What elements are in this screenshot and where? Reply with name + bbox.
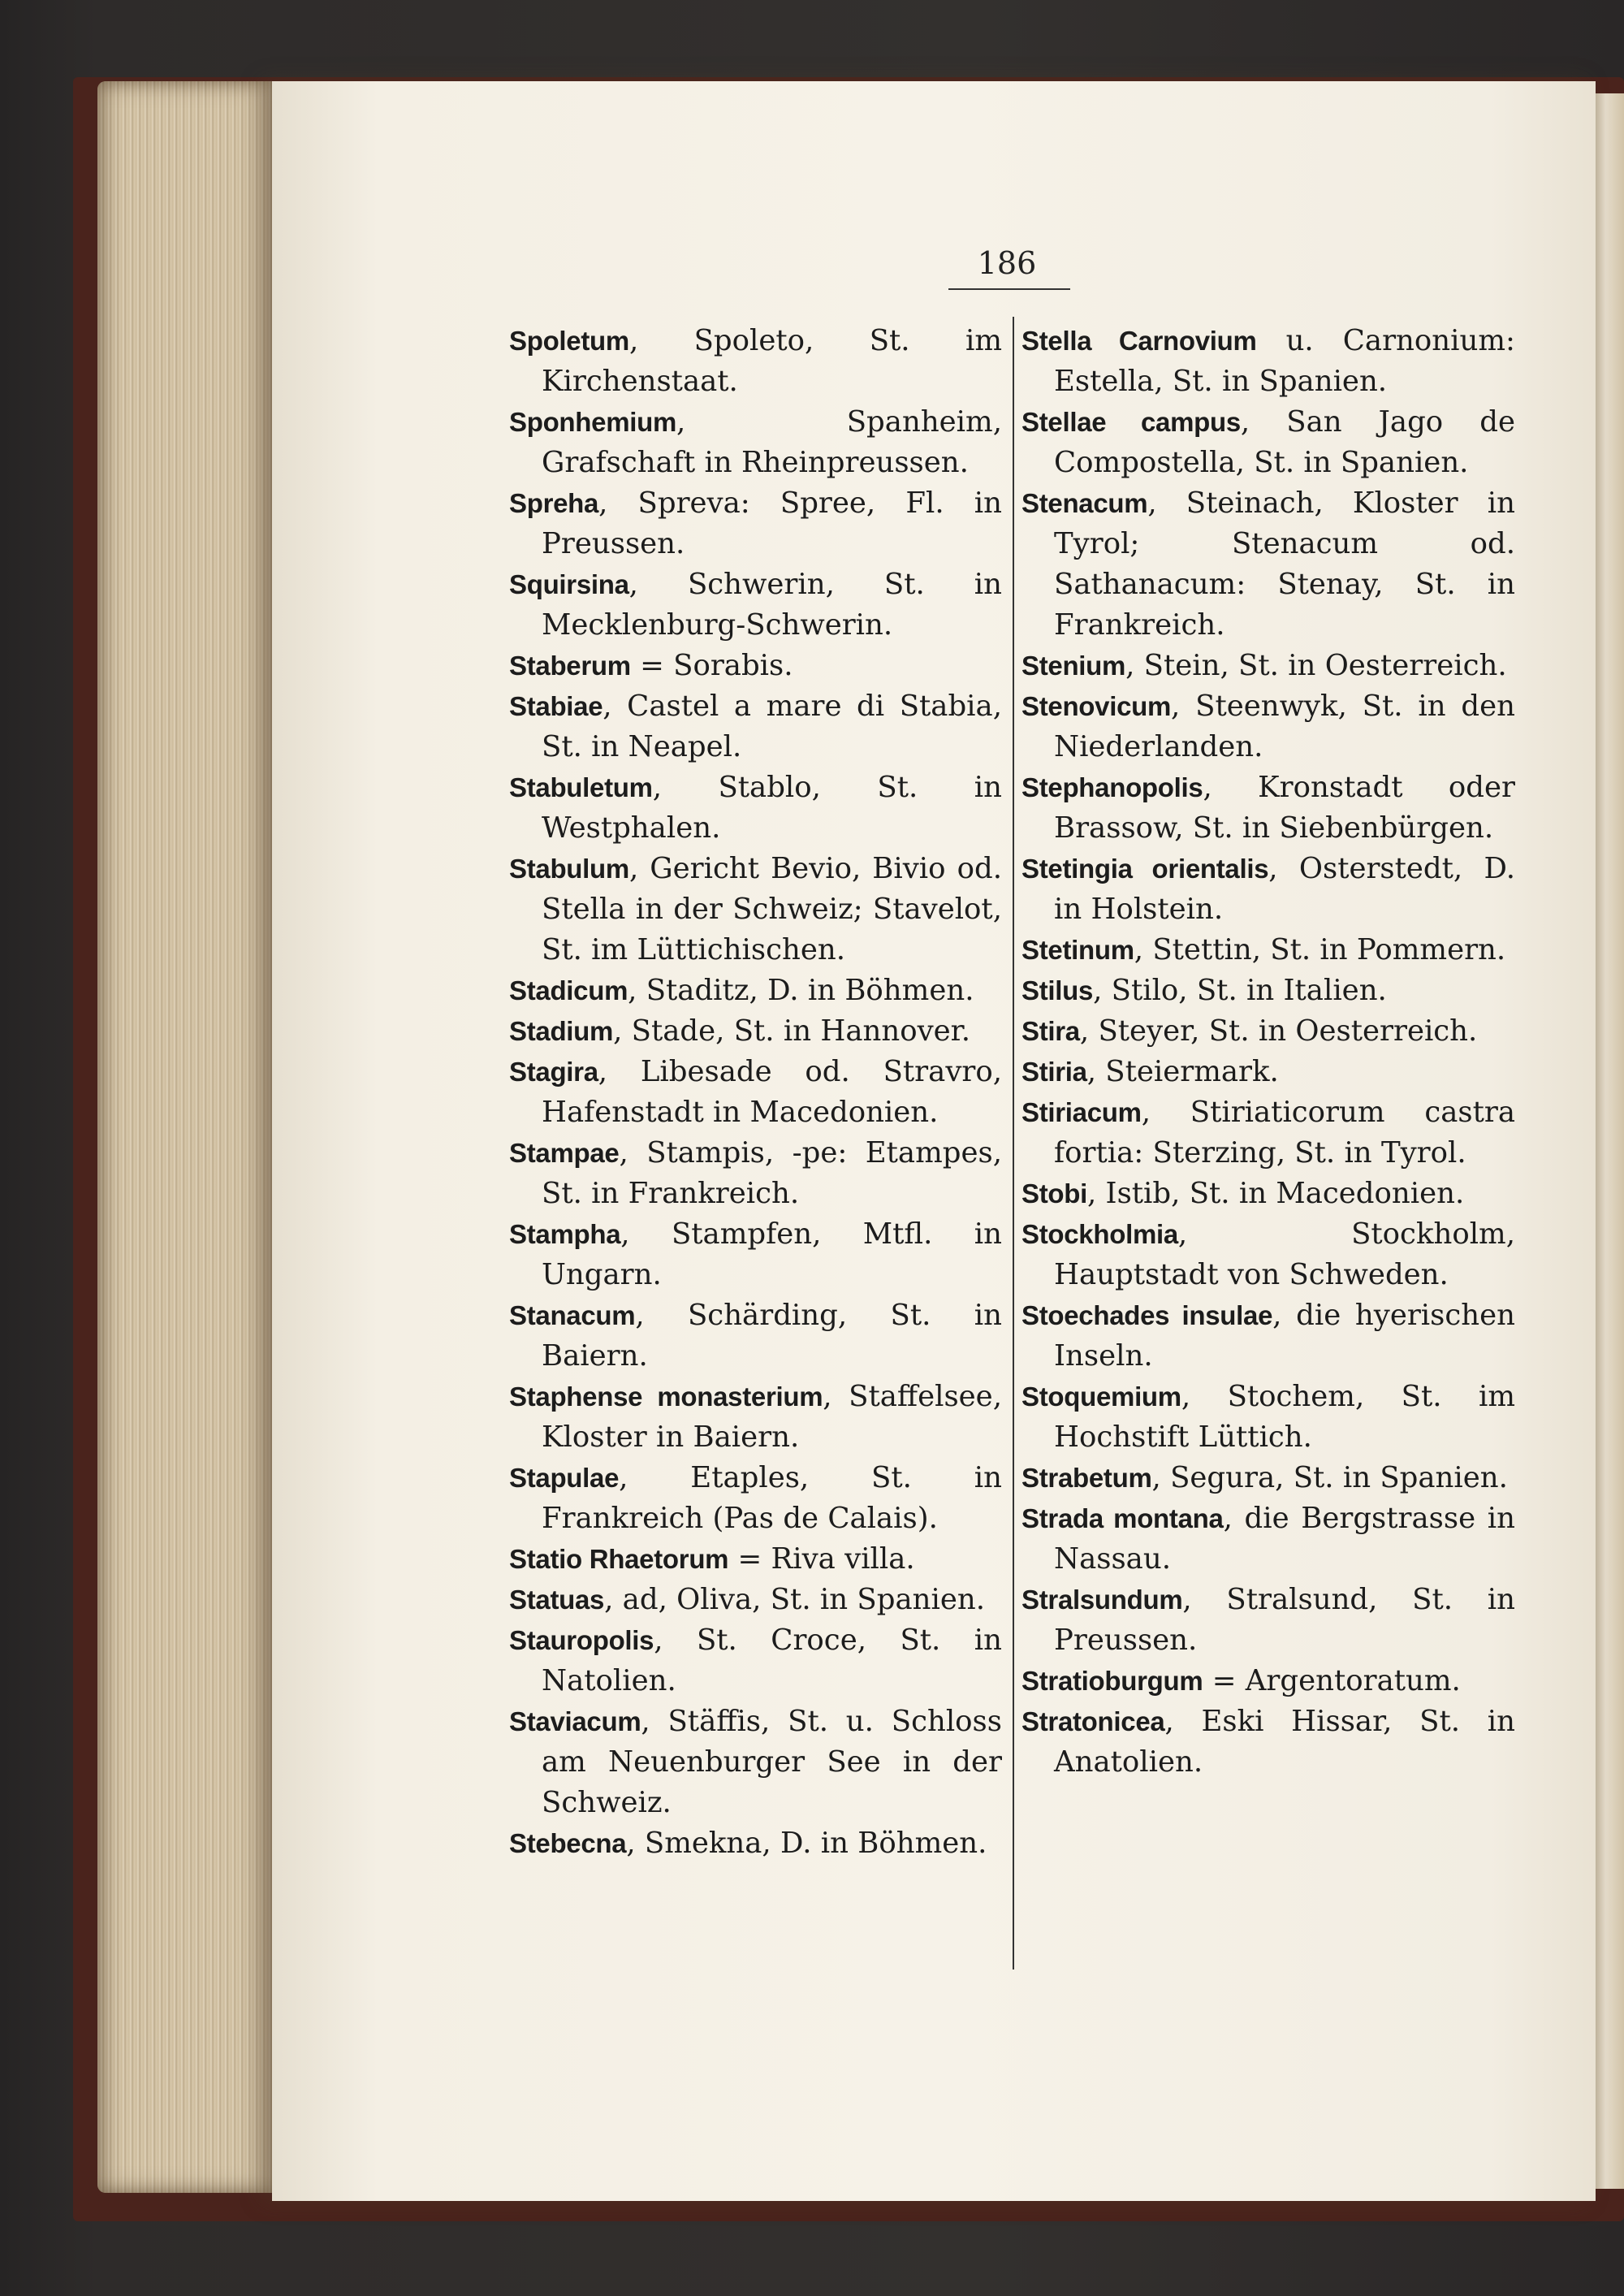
entry-definition: , Stein, St. in Oesterreich. <box>1125 649 1507 682</box>
entry-definition: , Stiriaticorum castra fortia: Sterzing, St. in Tyrol. <box>1054 1096 1515 1170</box>
gazetteer-entry <box>1021 930 1515 971</box>
entry-headword: Statio Rhaetorum <box>509 1544 729 1574</box>
entry-definition: , Spoleto, St. im Kirchenstaat. <box>542 324 1002 398</box>
gazetteer-entry <box>509 1539 1002 1580</box>
right-column <box>1021 321 1515 1783</box>
gazetteer-entry <box>509 402 1002 483</box>
entry-definition: , St. Croce, St. in Natolien. <box>542 1624 1002 1697</box>
entry-definition: = Riva villa. <box>728 1542 915 1576</box>
entry-headword: Stilus <box>1021 975 1094 1005</box>
gazetteer-entry <box>509 1011 1002 1052</box>
entry-headword: Stenovicum <box>1021 691 1172 721</box>
entry-headword: Stadium <box>509 1016 614 1046</box>
entry-definition: , Spreva: Spree, Fl. in Preussen. <box>542 486 1002 560</box>
gazetteer-entry <box>509 1458 1002 1539</box>
entry-definition: , Stampis, -pe: Etampes, St. in Frankreich. <box>542 1136 1002 1210</box>
entry-definition: , Istib, St. in Macedonien. <box>1086 1177 1465 1210</box>
entry-definition: , San Jago de Compostella, St. in Spanien. <box>1054 405 1515 479</box>
entry-definition: , Stablo, St. in Westphalen. <box>542 771 1002 845</box>
gazetteer-entry <box>509 849 1002 971</box>
entry-headword: Stratonicea <box>1021 1706 1165 1736</box>
entry-headword: Stira <box>1021 1016 1080 1046</box>
gazetteer-entry <box>1021 971 1515 1011</box>
entry-headword: Stabuletum <box>509 772 653 802</box>
entry-headword: Stockholmia <box>1021 1219 1178 1249</box>
entry-definition: , Etaples, St. in Frankreich (Pas de Calais). <box>542 1461 1002 1535</box>
entry-definition: , Gericht Bevio, Bivio od. Stella in der Schweiz; Stavelot, St. im Lüttichischen. <box>542 852 1002 966</box>
entry-definition: , Staffelsee, Kloster in Baiern. <box>542 1380 1002 1454</box>
entry-headword: Stoechades insulae <box>1021 1300 1273 1330</box>
gazetteer-entry <box>1021 1011 1515 1052</box>
entry-definition: , die Bergstrasse in Nassau. <box>1054 1502 1515 1576</box>
entry-headword: Statuas <box>509 1585 605 1615</box>
entry-definition: , Kronstadt oder Brassow, St. in Siebenbürgen. <box>1054 771 1515 845</box>
gazetteer-entry <box>509 1620 1002 1701</box>
gazetteer-entry <box>1021 646 1515 686</box>
entry-headword: Stampae <box>509 1138 620 1168</box>
entry-definition: , Steiermark. <box>1086 1055 1279 1088</box>
entry-definition: , Schwerin, St. in Mecklenburg-Schwerin. <box>542 568 1002 642</box>
gazetteer-entry <box>1021 1580 1515 1661</box>
gazetteer-entry <box>1021 1498 1515 1580</box>
entry-headword: Stampha <box>509 1219 621 1249</box>
entry-headword: Sponhemium <box>509 407 677 437</box>
gazetteer-entry <box>509 686 1002 767</box>
entry-headword: Strabetum <box>1021 1463 1152 1493</box>
page-number: 186 <box>977 245 1037 281</box>
gazetteer-entry <box>1021 483 1515 646</box>
entry-headword: Stella Carnovium <box>1021 326 1257 356</box>
entry-definition: = Argentoratum. <box>1203 1664 1461 1697</box>
entry-definition: , Castel a mare di Stabia, St. in Neapel. <box>542 690 1002 763</box>
gazetteer-entry <box>509 971 1002 1011</box>
entry-headword: Stiriacum <box>1021 1097 1142 1127</box>
gazetteer-entry <box>1021 1661 1515 1701</box>
entry-headword: Stagira <box>509 1057 598 1087</box>
gazetteer-entry <box>509 564 1002 646</box>
entry-definition: , Staditz, D. in Böhmen. <box>628 974 974 1007</box>
entry-definition: = Sorabis. <box>630 649 793 682</box>
gazetteer-entry <box>509 1295 1002 1377</box>
page-edges <box>97 81 284 2193</box>
gazetteer-entry <box>509 646 1002 686</box>
entry-headword: Strada montana <box>1021 1503 1224 1533</box>
entry-definition: , die hyerischen Inseln. <box>1054 1299 1516 1373</box>
gazetteer-entry <box>509 321 1002 402</box>
gazetteer-entry <box>1021 1092 1515 1174</box>
entry-definition: , Stockholm, Hauptstadt von Schweden. <box>1054 1217 1515 1291</box>
entry-headword: Stephanopolis <box>1021 772 1203 802</box>
gazetteer-entry <box>1021 402 1515 483</box>
entry-definition: , Segura, St. in Spanien. <box>1151 1461 1508 1494</box>
entry-definition: , Steinach, Kloster in Tyrol; Stenacum od. Sathanacum: Stenay, St. in Frankreich. <box>1054 486 1515 642</box>
column-divider <box>1013 317 1014 1970</box>
page-number-rule <box>948 288 1070 290</box>
gazetteer-entry <box>1021 849 1515 930</box>
entry-headword: Stiria <box>1021 1057 1087 1087</box>
entry-headword: Stabulum <box>509 854 629 884</box>
gazetteer-entry <box>509 1133 1002 1214</box>
gazetteer-entry <box>1021 1214 1515 1295</box>
gazetteer-entry <box>509 1823 1002 1864</box>
gazetteer-entry <box>509 1052 1002 1133</box>
entry-headword: Spoletum <box>509 326 629 356</box>
entry-definition: , Eski Hissar, St. in Anatolien. <box>1054 1705 1515 1779</box>
entry-headword: Squirsina <box>509 569 629 599</box>
gazetteer-entry <box>509 1580 1002 1620</box>
entry-headword: Stapulae <box>509 1463 620 1493</box>
entry-headword: Staberum <box>509 651 631 681</box>
gazetteer-entry <box>1021 1174 1515 1214</box>
gazetteer-entry <box>509 1377 1002 1458</box>
gazetteer-entry <box>509 1701 1002 1823</box>
entry-headword: Spreha <box>509 488 599 518</box>
entry-definition: , ad, Oliva, St. in Spanien. <box>604 1583 985 1616</box>
entry-headword: Stauropolis <box>509 1625 654 1655</box>
gazetteer-entry <box>1021 686 1515 767</box>
entry-headword: Staviacum <box>509 1706 641 1736</box>
gazetteer-entry <box>1021 1377 1515 1458</box>
entry-headword: Stenium <box>1021 651 1126 681</box>
gazetteer-entry <box>1021 1052 1515 1092</box>
entry-definition: , Spanheim, Grafschaft in Rheinpreussen. <box>542 405 1002 479</box>
gazetteer-entry <box>1021 1295 1515 1377</box>
entry-headword: Stratioburgum <box>1021 1666 1203 1696</box>
gazetteer-entry <box>509 1214 1002 1295</box>
gazetteer-entry <box>1021 1458 1515 1498</box>
entry-definition: , Smekna, D. in Böhmen. <box>626 1827 987 1860</box>
entry-headword: Staphense monasterium <box>509 1381 823 1412</box>
left-column <box>509 321 1002 1864</box>
entry-definition: , Stade, St. in Hannover. <box>613 1014 971 1048</box>
entry-headword: Stanacum <box>509 1300 636 1330</box>
entry-headword: Stebecna <box>509 1828 627 1858</box>
entry-definition: , Steyer, St. in Oesterreich. <box>1079 1014 1478 1048</box>
entry-headword: Stobi <box>1021 1178 1087 1209</box>
gazetteer-entry <box>1021 1701 1515 1783</box>
entry-headword: Stetingia orientalis <box>1021 854 1269 884</box>
entry-definition: , Libesade od. Stravro, Hafenstadt in Macedonien. <box>542 1055 1002 1129</box>
entry-definition: , Stochem, St. im Hochstift Lüttich. <box>1054 1380 1515 1454</box>
entry-headword: Stadicum <box>509 975 628 1005</box>
entry-definition: , Steenwyk, St. in den Niederlanden. <box>1054 690 1515 763</box>
gazetteer-entry <box>1021 767 1515 849</box>
entry-definition: , Stralsund, St. in Preussen. <box>1054 1583 1515 1657</box>
entry-definition: u. Carnonium: Estella, St. in Spanien. <box>1054 324 1515 398</box>
entry-headword: Stenacum <box>1021 488 1148 518</box>
entry-headword: Stetinum <box>1021 935 1134 965</box>
entry-headword: Stoquemium <box>1021 1381 1181 1412</box>
facing-page-edge <box>1593 93 1624 2189</box>
entry-definition: , Stilo, St. in Italien. <box>1093 974 1387 1007</box>
entry-definition: , Stampfen, Mtfl. in Ungarn. <box>542 1217 1002 1291</box>
gazetteer-entry <box>1021 321 1515 402</box>
entry-headword: Stabiae <box>509 691 603 721</box>
entry-definition: , Stettin, St. in Pommern. <box>1134 933 1506 966</box>
entry-headword: Stralsundum <box>1021 1585 1183 1615</box>
entry-definition: , Osterstedt, D. in Holstein. <box>1054 852 1515 926</box>
entry-definition: , Schärding, St. in Baiern. <box>542 1299 1002 1373</box>
entry-headword: Stellae campus <box>1021 407 1241 437</box>
gazetteer-entry <box>509 767 1002 849</box>
entry-definition: , Stäffis, St. u. Schloss am Neuenburger See in der Schweiz. <box>542 1705 1002 1819</box>
gazetteer-entry <box>509 483 1002 564</box>
